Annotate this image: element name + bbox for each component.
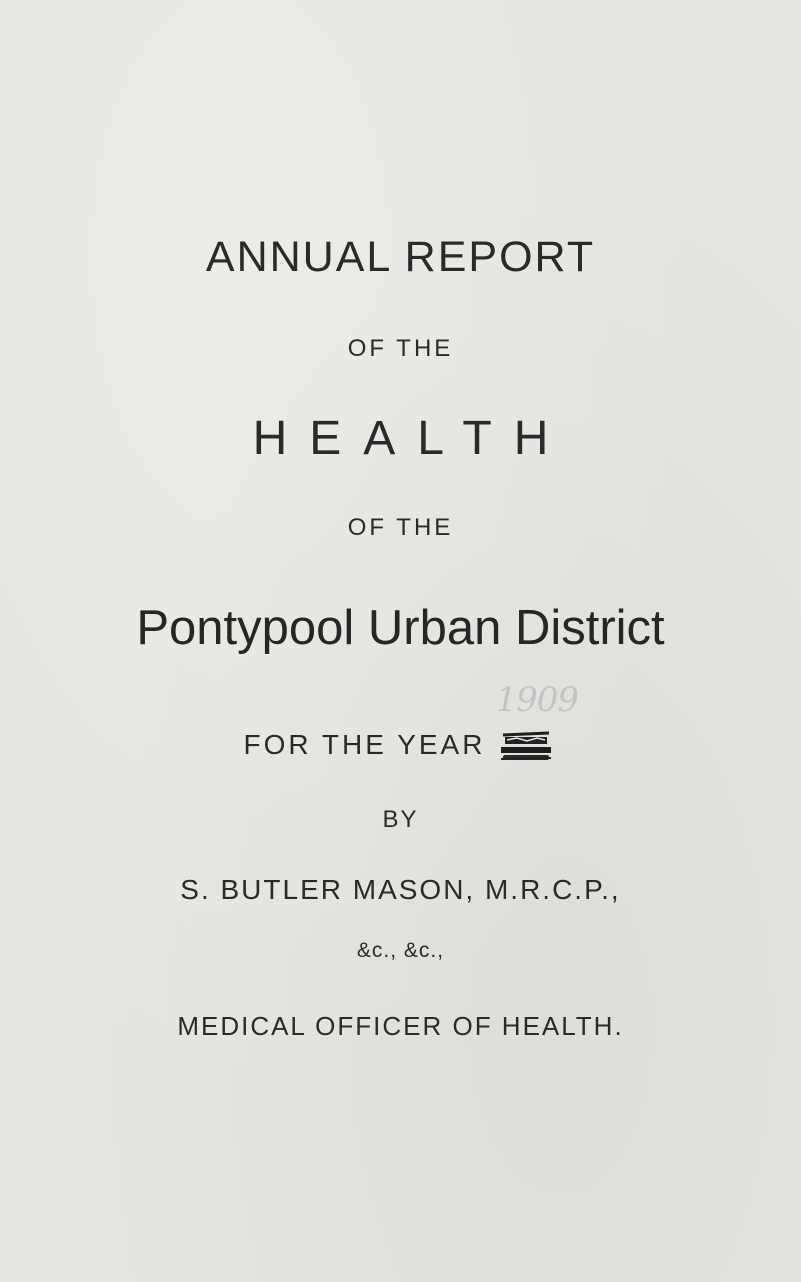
of-the-connector: OF THE (347, 514, 454, 541)
of-the-connector: OF THE (347, 335, 454, 362)
report-title: ANNUAL REPORT (205, 233, 596, 281)
author-office: MEDICAL OFFICER OF HEALTH. (177, 1011, 624, 1041)
report-subject: HEALTH (252, 412, 571, 465)
handwritten-year: 1909 (495, 680, 578, 720)
author-credentials-etc: &c., &c., (356, 939, 445, 962)
by-label: BY (382, 806, 419, 833)
struck-out-year-icon (497, 729, 555, 763)
year-line (0, 680, 801, 765)
author-name: S. BUTLER MASON, M.R.C.P., (180, 874, 621, 905)
district-name: Pontypool Urban District (136, 601, 665, 655)
year-stamp (495, 680, 578, 765)
for-the-year-label: FOR THE YEAR (243, 729, 486, 760)
